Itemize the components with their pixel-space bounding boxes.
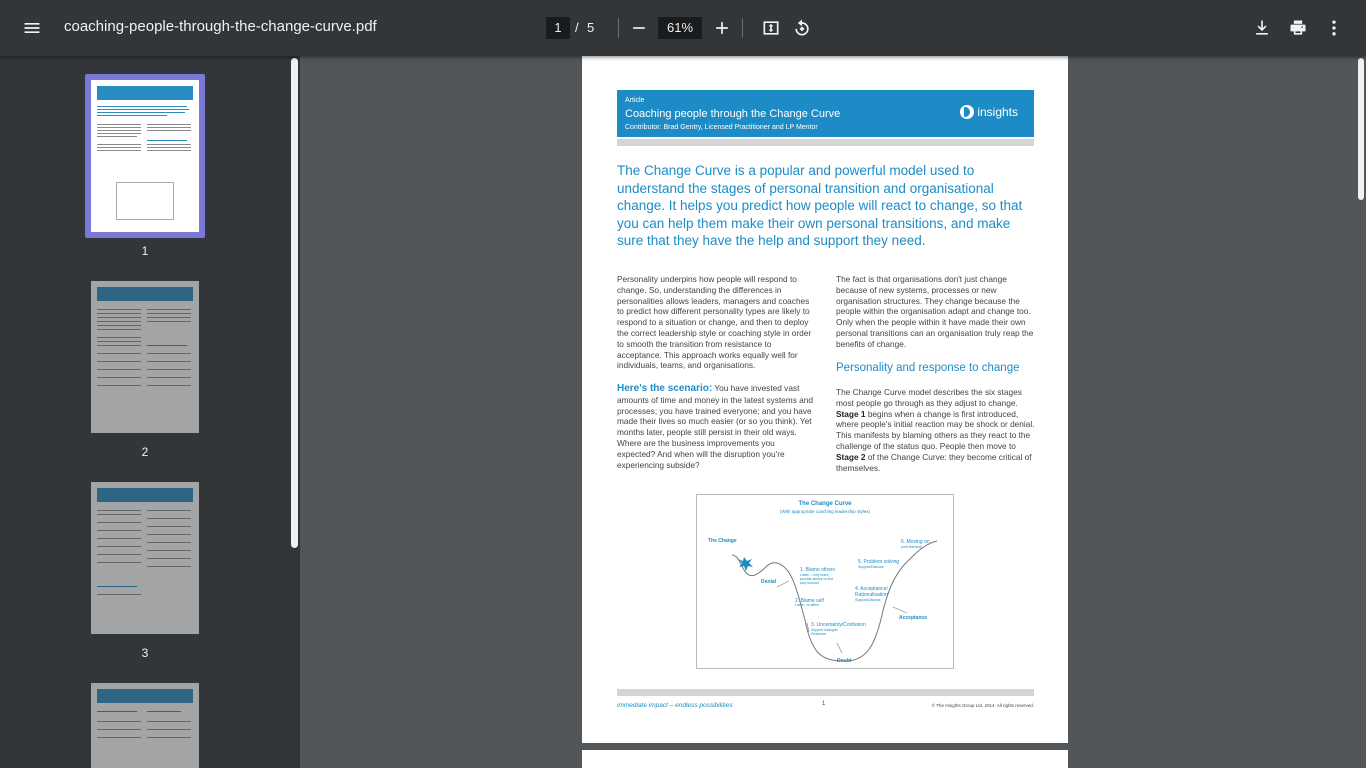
label-stage-4-note: Support/Discuss [855,598,881,602]
download-button[interactable] [1246,12,1278,44]
print-button[interactable] [1282,12,1314,44]
diagram-subtitle: (With appropriate coaching leadership styles) [779,509,871,514]
zoom-input[interactable] [658,17,702,39]
zoom-in-button[interactable] [706,12,738,44]
viewer-scrollbar[interactable] [1358,58,1364,200]
thumbnail-page-2[interactable] [91,281,199,433]
scenario-paragraph: Here's the scenario: You have invested vast amounts of time and money in the latest systems and processes; you have trained everyone; and you have made their lives so much easier (or so you think). Yet months later, people still persist in their old ways. Where are the business improvements you expected? And when will the disruption you're experiencing subside? [617,383,813,470]
thumbnail-page-3[interactable] [91,482,199,634]
article-contributor: Contributor: Brad Gentry, Licensed Practitioner and LP Mentor [625,124,818,131]
document-title: coaching-people-through-the-change-curve.pdf [64,18,377,35]
page-number-input[interactable] [546,17,570,39]
label-doubt: Doubt [837,658,852,664]
article-tag: Article [625,97,645,104]
sidebar-scrollbar[interactable] [291,58,298,548]
fit-page-icon [761,18,781,38]
zoom-out-button[interactable] [623,12,655,44]
label-stage-3: 3. Uncertainty/Confusion [811,622,866,628]
fit-to-page-button[interactable] [755,12,787,44]
thumbnail-label: 3 [141,646,149,660]
page-separator: / [575,20,579,35]
toolbar-divider [618,18,619,38]
label-stage-4b: Rationalisation [855,592,888,598]
footer-divider [617,689,1034,696]
diagram-title: The Change Curve [798,501,852,507]
plus-icon [712,18,732,38]
more-options-button[interactable] [1318,12,1350,44]
intro-paragraph: The Change Curve is a popular and powerful model used to understand the stages of personal transition and organisational change. It helps you predict how people will react to change, so that you can help them make their own personal transitions, and make sure that they have the help and support they need. [617,163,1023,249]
label-stage-2-note: Listen, re-affirm [795,603,820,607]
insights-logo: insights [960,105,1018,119]
label-stage-3-note: Support dialogue; Reassure [811,628,839,636]
label-stage-6: 6. Moving on [901,539,930,545]
footer-copyright: © The Insights Group Ltd, 2014. All rights reserved. [931,703,1034,708]
download-icon [1252,18,1272,38]
change-curve-diagram [696,494,954,669]
article-title: Coaching people through the Change Curve [625,108,841,120]
thumbnail-sidebar [0,56,300,768]
toolbar-divider [742,18,743,38]
rotate-button[interactable] [786,12,818,44]
right-column-paragraph-2: The Change Curve model describes the six stages most people go through as they adjust to change. Stage 1 begins when a change is first introduced, where people's initial reaction may be shock or denial. This manifests by blaming others as they react to the challenge of the status quo. People then move to Stage 2 of the Change Curve: they become critical of themselves. [836,387,1035,473]
explosion-icon [738,557,753,571]
left-column-paragraph-1: Personality underpins how people will respond to change. So, understanding the differences in personalities allows leaders, managers and coaches to predict how different personality types are likely to respond to a situation or change, and then to deploy the correct leadership style or coaching style in order to smooth the transition from resistance to acceptance. This approach works equally well for individuals, teams, and organisations. [617,274,812,371]
label-stage-5-note: Support/Discuss [858,565,884,569]
label-stage-6-note: (self-learning) [901,545,923,549]
total-pages: 5 [587,20,595,35]
label-stage-4: 4. Acceptance/ [855,586,888,592]
pdf-toolbar [0,0,1366,56]
header-divider [617,139,1034,146]
thumbnail-page-4[interactable] [91,683,199,768]
label-denial: Denial [761,579,777,585]
right-column-paragraph-1: The fact is that organisations don't just change because of new systems, processes or new organisation structures. They change because the people within the organisation adapt and change too. Only when the people within it have made their own personal transitions can an organisation truly reap the benefits of change. [836,274,1034,349]
more-vert-icon [1324,18,1344,38]
article-header [617,90,1034,137]
menu-icon[interactable] [16,12,48,44]
section-heading: Personality and response to change [836,362,1020,374]
thumbnail-label: 1 [141,244,149,258]
minus-icon [629,18,649,38]
footer-tagline: immediate impact – endless possibilities [617,702,733,709]
label-stage-1-note: Listen – why fears; provide advice on the way forward [800,573,834,585]
pdf-page-1 [582,56,1068,743]
label-the-change: The Change [708,538,737,544]
scenario-label: Here's the scenario: [617,383,713,394]
label-stage-1: 1. Blame others [800,567,836,573]
thumbnail-label: 2 [141,445,149,459]
print-icon [1288,18,1308,38]
document-viewer [300,56,1366,768]
thumbnail-page-1[interactable] [91,80,199,232]
insights-logo-icon [960,105,974,119]
label-stage-2: 2. Blame self [795,598,824,604]
pdf-page-2 [582,750,1068,768]
footer-page-number: 1 [822,701,826,707]
label-stage-5: 5. Problem solving [858,559,900,565]
rotate-icon [792,18,812,38]
label-acceptance: Acceptance [899,615,928,621]
